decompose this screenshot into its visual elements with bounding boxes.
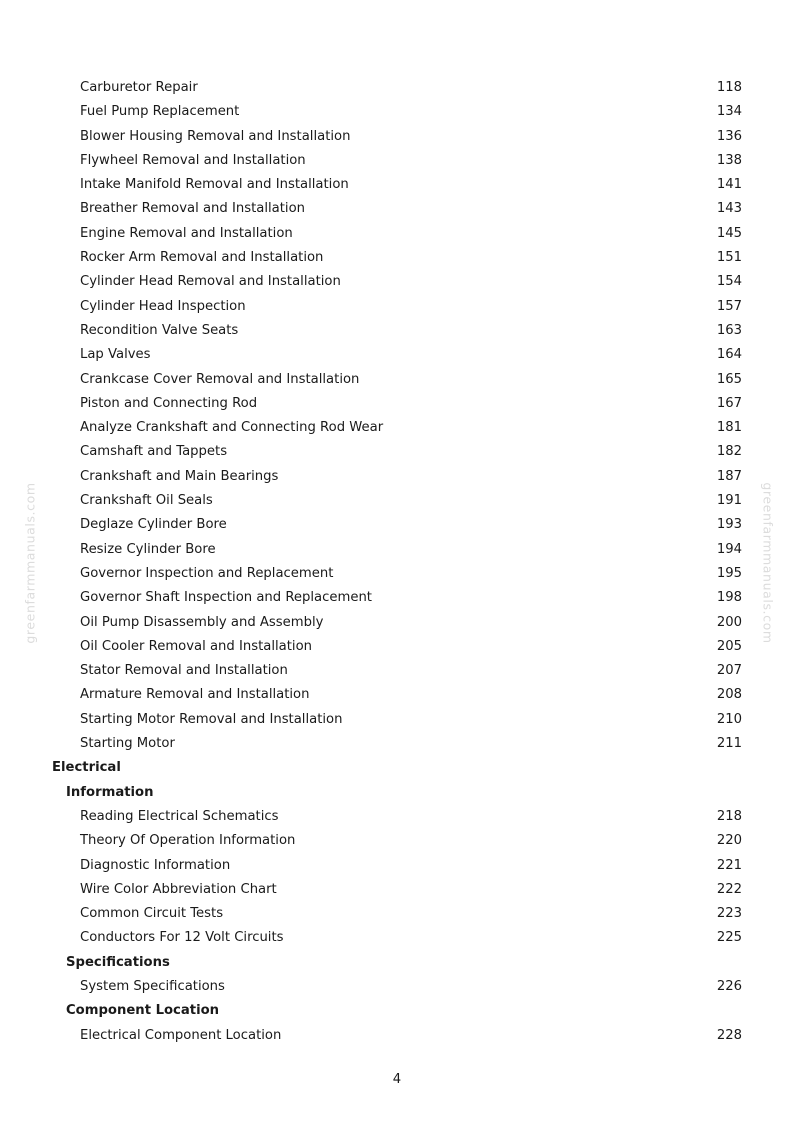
toc-section-heading: [0, 756, 794, 780]
toc-entry-title: Cylinder Head Removal and Installation: [80, 274, 341, 290]
toc-entry-page: 226: [716, 978, 742, 994]
toc-entry[interactable]: [0, 878, 794, 902]
toc-entry-title: Wire Color Abbreviation Chart: [80, 881, 277, 897]
toc-entry[interactable]: [0, 805, 794, 829]
toc-entry-page: 211: [716, 736, 742, 752]
toc-entry-page: 145: [716, 225, 742, 241]
toc-entry-title: Piston and Connecting Rod: [80, 395, 258, 411]
toc-entry[interactable]: [0, 270, 794, 294]
toc-entry-title: Fuel Pump Replacement: [80, 104, 240, 120]
toc-entry-title: Crankshaft and Main Bearings: [80, 468, 279, 484]
toc-entry[interactable]: [0, 513, 794, 537]
toc-entry-title: Crankshaft Oil Seals: [80, 493, 213, 509]
toc-entry-title: Rocker Arm Removal and Installation: [80, 250, 324, 266]
toc-entry-page: 193: [716, 517, 742, 533]
toc-entry-title: Conductors For 12 Volt Circuits: [80, 930, 284, 946]
toc-entry-page: 136: [716, 128, 742, 144]
toc-entry-page: 200: [716, 614, 742, 630]
toc-entry-page: 218: [716, 808, 742, 824]
toc-entry-title: Oil Pump Disassembly and Assembly: [80, 614, 324, 630]
toc-entry-title: Intake Manifold Removal and Installation: [80, 177, 349, 193]
table-of-contents: [0, 76, 794, 1048]
toc-entry-title: Armature Removal and Installation: [80, 687, 310, 703]
toc-entry[interactable]: [0, 829, 794, 853]
toc-entry-page: 221: [716, 857, 742, 873]
toc-entry-title: Component Location: [66, 1003, 220, 1019]
toc-entry[interactable]: [0, 100, 794, 124]
toc-entry-page: 154: [716, 274, 742, 290]
toc-entry-page: 210: [716, 711, 742, 727]
toc-entry[interactable]: [0, 854, 794, 878]
toc-entry-page: 182: [716, 444, 742, 460]
toc-entry-title: Cylinder Head Inspection: [80, 298, 246, 314]
toc-entry-title: Theory Of Operation Information: [80, 833, 296, 849]
toc-entry-title: Stator Removal and Installation: [80, 663, 288, 679]
toc-entry-title: Blower Housing Removal and Installation: [80, 128, 351, 144]
toc-entry-page: 220: [716, 833, 742, 849]
toc-entry-page: 138: [716, 152, 742, 168]
toc-entry-title: Reading Electrical Schematics: [80, 808, 279, 824]
toc-entry-title: Governor Inspection and Replacement: [80, 565, 334, 581]
toc-entry-title: Information: [66, 784, 154, 800]
toc-entry-title: Starting Motor Removal and Installation: [80, 711, 343, 727]
toc-entry[interactable]: [0, 222, 794, 246]
toc-entry[interactable]: [0, 173, 794, 197]
toc-entry-page: 198: [716, 590, 742, 606]
toc-entry-title: Camshaft and Tappets: [80, 444, 228, 460]
toc-entry[interactable]: [0, 368, 794, 392]
toc-entry[interactable]: [0, 926, 794, 950]
toc-entry[interactable]: [0, 611, 794, 635]
toc-entry[interactable]: [0, 295, 794, 319]
toc-entry-page: 165: [716, 371, 742, 387]
toc-entry-title: Crankcase Cover Removal and Installation: [80, 371, 360, 387]
toc-entry-title: Electrical: [52, 760, 121, 776]
toc-entry-page: 143: [716, 201, 742, 217]
watermark-left: greenfarmmanuals.com: [22, 482, 38, 644]
toc-entry[interactable]: [0, 149, 794, 173]
toc-subsection-heading: [0, 951, 794, 975]
toc-entry-page: 205: [716, 638, 742, 654]
toc-entry[interactable]: [0, 197, 794, 221]
toc-entry-title: Specifications: [66, 954, 170, 970]
toc-entry-title: Starting Motor: [80, 736, 175, 752]
toc-entry[interactable]: [0, 683, 794, 707]
toc-entry[interactable]: [0, 1024, 794, 1048]
toc-entry-page: 195: [716, 565, 742, 581]
toc-subsection-heading: [0, 781, 794, 805]
toc-entry-title: Governor Shaft Inspection and Replacement: [80, 590, 372, 606]
toc-entry[interactable]: [0, 343, 794, 367]
toc-entry[interactable]: [0, 975, 794, 999]
toc-entry[interactable]: [0, 392, 794, 416]
toc-entry-title: Recondition Valve Seats: [80, 322, 239, 338]
toc-entry-title: Common Circuit Tests: [80, 906, 224, 922]
toc-entry-page: 134: [716, 104, 742, 120]
toc-entry[interactable]: [0, 246, 794, 270]
toc-entry-title: Diagnostic Information: [80, 857, 231, 873]
toc-subsection-heading: [0, 999, 794, 1023]
toc-entry-page: 225: [716, 930, 742, 946]
toc-entry-page: 141: [716, 177, 742, 193]
toc-entry-page: 207: [716, 663, 742, 679]
toc-entry-page: 151: [716, 250, 742, 266]
toc-entry[interactable]: [0, 76, 794, 100]
toc-entry-title: Analyze Crankshaft and Connecting Rod Wear: [80, 420, 384, 436]
toc-entry[interactable]: [0, 489, 794, 513]
toc-entry-page: 223: [716, 906, 742, 922]
toc-entry[interactable]: [0, 635, 794, 659]
toc-entry[interactable]: [0, 708, 794, 732]
toc-entry-title: Electrical Component Location: [80, 1027, 282, 1043]
toc-entry-page: 208: [716, 687, 742, 703]
toc-entry-page: 222: [716, 881, 742, 897]
toc-entry-title: Deglaze Cylinder Bore: [80, 517, 227, 533]
toc-entry-title: Breather Removal and Installation: [80, 201, 306, 217]
toc-entry-page: 181: [716, 420, 742, 436]
toc-entry-page: 157: [716, 298, 742, 314]
watermark-right: greenfarmmanuals.com: [760, 482, 776, 644]
toc-entry[interactable]: [0, 562, 794, 586]
toc-entry-title: Carburetor Repair: [80, 80, 198, 95]
toc-entry-page: 194: [716, 541, 742, 557]
toc-entry[interactable]: [0, 440, 794, 464]
toc-entry-title: Flywheel Removal and Installation: [80, 152, 306, 168]
toc-entry-page: 163: [716, 322, 742, 338]
toc-entry-title: System Specifications: [80, 978, 225, 994]
page-number: 4: [392, 1072, 402, 1087]
toc-entry[interactable]: [0, 319, 794, 343]
toc-entry-page: 164: [716, 347, 742, 363]
toc-entry[interactable]: [0, 586, 794, 610]
toc-entry-page: 167: [716, 395, 742, 411]
toc-entry[interactable]: [0, 465, 794, 489]
toc-entry[interactable]: [0, 659, 794, 683]
toc-entry-title: Resize Cylinder Bore: [80, 541, 216, 557]
toc-entry-title: Oil Cooler Removal and Installation: [80, 638, 313, 654]
toc-entry-page: 187: [716, 468, 742, 484]
toc-entry-title: Engine Removal and Installation: [80, 225, 293, 241]
toc-entry-page: 191: [716, 493, 742, 509]
toc-entry[interactable]: [0, 732, 794, 756]
toc-entry-title: Lap Valves: [80, 347, 151, 363]
toc-entry[interactable]: [0, 125, 794, 149]
toc-entry-page: 118: [716, 80, 742, 95]
toc-entry-page: 228: [716, 1027, 742, 1043]
toc-entry[interactable]: [0, 538, 794, 562]
toc-entry[interactable]: [0, 416, 794, 440]
toc-entry[interactable]: [0, 902, 794, 926]
